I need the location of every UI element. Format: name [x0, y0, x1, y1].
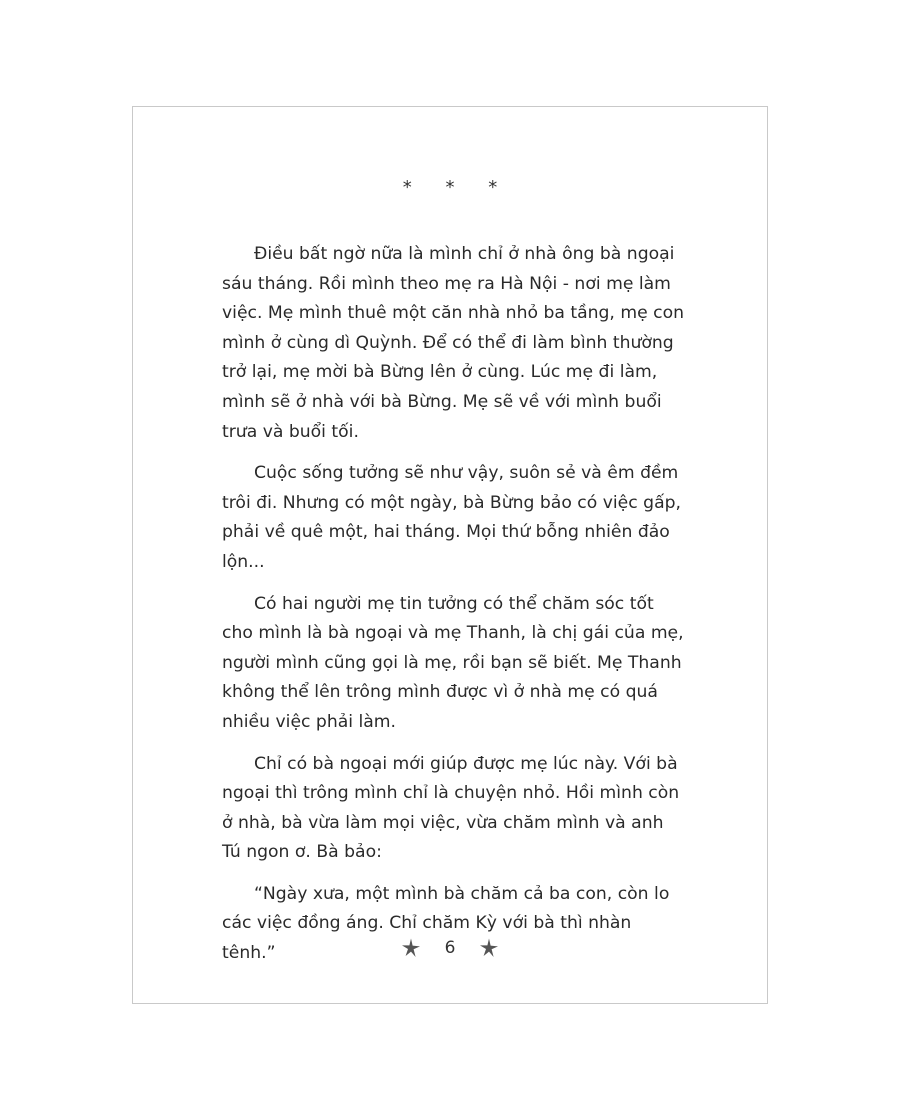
paragraph: “Ngày xưa, một mình bà chăm cả ba con, còn lo các việc đồng áng. Chỉ chăm Kỳ với bà thì nhàn tênh.”: [222, 883, 670, 964]
paragraph: Chỉ có bà ngoại mới giúp được mẹ lúc này. Với bà ngoại thì trông mình chỉ là chuyện nhỏ. Hồi mình còn ở nhà, bà vừa làm mọi việc, vừa chăm mình và anh Tú ngon ơ. Bà bảo:: [222, 753, 680, 863]
page-number: 6: [444, 938, 456, 958]
page-footer: [133, 937, 767, 959]
section-separator: * * *: [402, 177, 512, 198]
paragraph: Cuộc sống tưởng sẽ như vậy, suôn sẻ và êm đềm trôi đi. Nhưng có một ngày, bà Bừng bảo có việc gấp, phải về quê một, hai tháng. Mọi thứ bỗng nhiên đảo lộn...: [222, 463, 681, 572]
star-icon: [478, 937, 500, 959]
book-page: [132, 106, 768, 1004]
body-text: [222, 240, 686, 981]
paragraph: Điều bất ngờ nữa là mình chỉ ở nhà ông bà ngoại sáu tháng. Rồi mình theo mẹ ra Hà Nội - nơi mẹ làm việc. Mẹ mình thuê một căn nhà nhỏ ba tầng, mẹ con mình ở cùng dì Quỳnh. Để có thể đi làm bình thường trở lại, mẹ mời bà Bừng lên ở cùng. Lúc mẹ đi làm, mình sẽ ở nhà với bà Bừng. Mẹ sẽ về với mình buổi trưa và buổi tối.: [222, 244, 684, 442]
star-icon: [400, 937, 422, 959]
paragraph: Có hai người mẹ tin tưởng có thể chăm sóc tốt cho mình là bà ngoại và mẹ Thanh, là chị gái của mẹ, người mình cũng gọi là mẹ, rồi bạn sẽ biết. Mẹ Thanh không thể lên trông mình được vì ở nhà mẹ có quá nhiều việc phải làm.: [222, 593, 684, 732]
